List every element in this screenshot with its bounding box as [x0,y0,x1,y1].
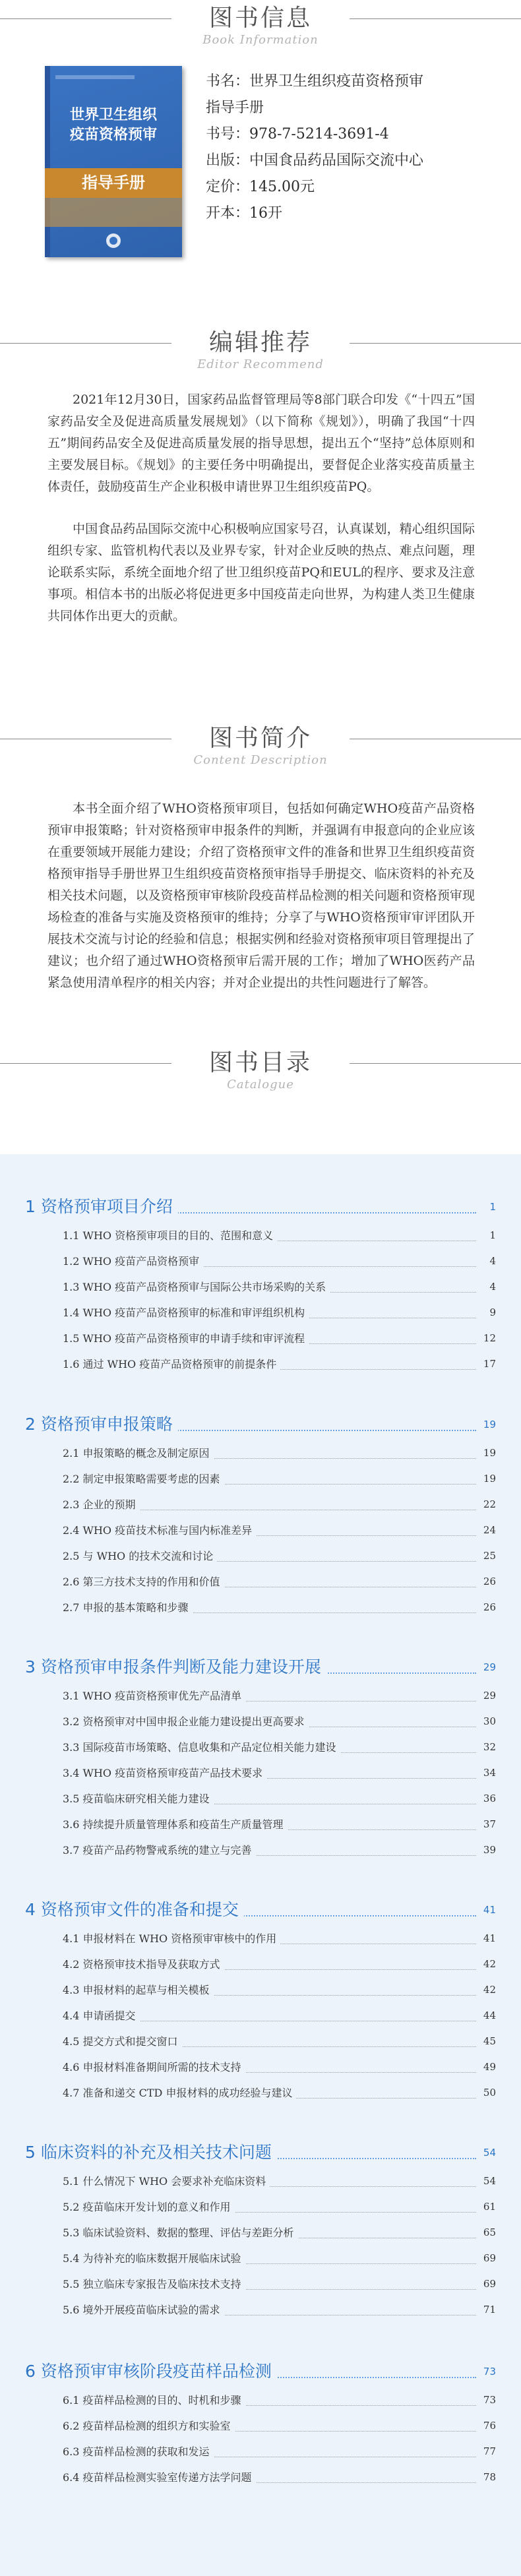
toc-item[interactable] [63,1926,496,1951]
item-label: 2.1 申报策略的概念及制定原因 [63,1447,214,1459]
item-label: 3.1 WHO 疫苗资格预审优先产品清单 [63,1690,245,1702]
item-page: 54 [481,2168,496,2194]
item-page: 34 [481,1760,496,1786]
book-info-title: 图书信息 [208,5,312,32]
toc-item[interactable] [63,1440,496,1466]
item-label: 3.5 疫苗临床研究相关能力建设 [63,1793,214,1805]
toc-item[interactable] [63,2297,496,2323]
cover-band [45,168,182,198]
cover-band-light [45,198,182,227]
toc-item[interactable] [63,1812,496,1837]
book-cover-image [45,66,182,257]
item-page: 39 [481,1837,496,1863]
item-page: 77 [481,2439,496,2465]
chapter-page: 41 [481,1897,496,1923]
item-label: 6.1 疫苗样品检测的目的、时机和步骤 [63,2394,245,2407]
toc-item[interactable] [63,1326,496,1351]
item-page: 32 [481,1734,496,1760]
item-page: 61 [481,2194,496,2220]
item-page: 36 [481,1786,496,1812]
toc-item[interactable] [63,1709,496,1734]
toc-item[interactable] [63,2003,496,2029]
toc-item[interactable] [63,2465,496,2490]
toc-item[interactable] [63,1786,496,1812]
toc-chapter-title[interactable] [25,2358,496,2385]
toc-chapter-title[interactable] [25,2139,496,2166]
item-label: 1.3 WHO 疫苗产品资格预审与国际公共市场采购的关系 [63,1281,330,1293]
chapter-page: 73 [481,2358,496,2385]
toc-chapter-title[interactable] [25,1654,496,1680]
item-label: 2.4 WHO 疫苗技术标准与国内标准差异 [63,1524,256,1537]
item-label: 6.3 疫苗样品检测的获取和发运 [63,2445,214,2458]
item-label: 3.2 资格预审对中国申报企业能力建设提出更高要求 [63,1715,309,1728]
chapter-page: 1 [487,1194,496,1220]
table-of-contents [0,1154,521,2576]
item-label: 1.5 WHO 疫苗产品资格预审的申请手续和审评流程 [63,1332,309,1345]
description-header [0,724,521,768]
toc-item[interactable] [63,2168,496,2194]
item-label: 3.3 国际疫苗市场策略、信息收集和产品定位相关能力建设 [63,1741,340,1754]
toc-item[interactable] [63,2080,496,2106]
item-label: 3.6 持续提升质量管理体系和疫苗生产质量管理 [63,1818,288,1831]
editor-paragraph-1: 2021年12月30日，国家药品监督管理局等8部门联合印发《“十四五”国家药品安全及促进高质量发展规划》（以下简称《规划》），明确了我国“十四五”期间药品安全及促进高质量发展的指导思想，提出五个“坚持”总体原则和主要发展目标。《规划》的主要任务中明确提出，要督促企业落实疫苗质量主体责任，鼓励疫苗生产企业积极申请世界卫生组织疫苗PQ。 [47,392,475,494]
item-page: 19 [481,1466,496,1492]
item-page: 24 [481,1518,496,1543]
price-field: 定价：145.00元 [206,179,315,195]
toc-item[interactable] [63,2220,496,2246]
item-label: 5.4 为待补充的临床数据开展临床试验 [63,2252,245,2265]
item-page: 30 [481,1709,496,1734]
item-label: 4.2 资格预审技术指导及获取方式 [63,1958,224,1971]
description-subtitle: Content Description [193,753,328,767]
item-label: 5.1 什么情况下 WHO 会要求补充临床资料 [63,2175,270,2188]
item-label: 5.3 临床试验资料、数据的整理、评估与差距分析 [63,2226,298,2239]
toc-item[interactable] [63,2194,496,2220]
toc-chapter [25,1411,496,1620]
item-label: 2.6 第三方技术支持的作用和价值 [63,1576,224,1588]
item-page: 65 [481,2220,496,2246]
toc-item[interactable] [63,1466,496,1492]
catalogue-header [0,1049,521,1092]
editor-title: 编辑推荐 [208,329,312,356]
toc-item[interactable] [63,1837,496,1863]
item-page: 76 [481,2413,496,2439]
toc-chapter [25,2139,496,2323]
chapter-page: 19 [481,1411,496,1438]
item-label: 2.5 与 WHO 的技术交流和讨论 [63,1550,217,1562]
editor-paragraph-2: 中国食品药品国际交流中心积极响应国家号召，认真谋划，精心组织国际组织专家、监管机构代表以及业界专家，针对企业反映的热点、难点问题，理论联系实际，系统全面地介绍了世卫组织疫苗PQ和EUL的程序、要求及注意事项。相信本书的出版必将促进更多中国疫苗走向世界，为构建人类卫生健康共同体作出更大的贡献。 [47,522,475,623]
toc-chapter [25,2358,496,2490]
divider-left [0,1063,171,1064]
item-label: 5.5 独立临床专家报告及临床技术支持 [63,2278,245,2290]
toc-item[interactable] [63,1569,496,1595]
item-label: 4.3 申报材料的起草与相关模板 [63,1984,214,1996]
item-label: 4.1 申报材料在 WHO 资格预审审核中的作用 [63,1932,280,1945]
item-label: 4.6 申报材料准备期间所需的技术支持 [63,2061,245,2073]
item-label: 3.7 疫苗产品药物警戒系统的建立与完善 [63,1844,256,1856]
item-label: 5.6 境外开展疫苗临床试验的需求 [63,2304,224,2316]
book-title-field-cont: 指导手册 [206,100,264,116]
chapter-label: 5 临床资料的补充及相关技术问题 [25,2143,277,2162]
item-page: 19 [481,1440,496,1466]
chapter-label: 1 资格预审项目介绍 [25,1197,178,1216]
toc-item[interactable] [63,1951,496,1977]
item-label: 4.7 准备和递交 CTD 申报材料的成功经验与建议 [63,2087,296,2099]
toc-chapter-title[interactable] [25,1897,496,1923]
toc-chapter [25,1897,496,2106]
toc-chapter [25,1654,496,1863]
cover-spine [45,66,50,257]
toc-item[interactable] [63,2387,496,2413]
chapter-page: 54 [481,2139,496,2166]
item-label: 3.4 WHO 疫苗资格预审疫苗产品技术要求 [63,1767,266,1779]
toc-item[interactable] [63,1223,496,1248]
item-label: 5.2 疫苗临床开发计划的意义和作用 [63,2201,235,2213]
item-page: 12 [481,1326,496,1351]
toc-item[interactable] [63,2271,496,2297]
item-page: 42 [481,1951,496,1977]
item-page: 9 [487,1300,496,1326]
toc-item[interactable] [63,1274,496,1300]
book-info-fields [206,69,503,227]
divider-right [350,18,521,19]
item-label: 4.5 提交方式和提交窗口 [63,2035,182,2048]
item-page: 45 [481,2029,496,2054]
publisher-field: 出版：中国食品药品国际交流中心 [206,152,424,169]
toc-item[interactable] [63,2246,496,2271]
item-page: 26 [481,1569,496,1595]
toc-item[interactable] [63,1760,496,1786]
toc-item[interactable] [63,1595,496,1620]
book-title-field: 书名：世界卫生组织疫苗资格预审 [206,73,424,90]
cover-title-line1: 世界卫生组织 [69,107,157,123]
chapter-page: 29 [481,1654,496,1680]
item-label: 1.2 WHO 疫苗产品资格预审 [63,1255,203,1268]
item-label: 2.2 制定申报策略需要考虑的因素 [63,1473,224,1485]
toc-item[interactable] [63,1683,496,1709]
toc-item[interactable] [63,2413,496,2439]
chapter-label: 3 资格预审申报条件判断及能力建设开展 [25,1657,326,1676]
item-page: 44 [481,2003,496,2029]
description-title: 图书简介 [208,725,312,752]
description-paragraph: 本书全面介绍了WHO资格预审项目，包括如何确定WHO疫苗产品资格预审申报策略；针对资格预审申报条件的判断，并强调有申报意向的企业应该在重要领域开展能力建设；介绍了资格预审文件的准备和世界卫生组织疫苗资格预审指导手册世界卫生组织疫苗资格预审指导手册提交、临床资料的补充及相关技术问题，以及资格预审审核阶段疫苗样品检测的相关问题和资格预审现场检查的准备与实施及资格预审的维持；分享了与WHO资格预审审评团队开展技术交流与讨论的经验和信息；根据实例和经验对资格预审项目管理提出了建议；也介绍了通过WHO资格预审后需开展的工作；增加了WHO医药产品紧急使用清单程序的相关内容；并对企业提出的共性问题进行了解答。 [47,801,475,990]
book-info-subtitle: Book Information [202,33,319,47]
item-label: 2.3 企业的预期 [63,1498,140,1511]
item-page: 71 [481,2297,496,2323]
item-page: 78 [481,2465,496,2490]
cover-top-stripe [55,75,135,79]
chapter-label: 2 资格预审申报策略 [25,1415,178,1434]
toc-item[interactable] [63,1518,496,1543]
toc-chapter-title[interactable] [25,1194,496,1220]
format-field: 开本：16开 [206,205,282,222]
item-page: 41 [481,1926,496,1951]
toc-item[interactable] [63,2029,496,2054]
item-label: 6.4 疫苗样品检测实验室传递方法学问题 [63,2471,256,2484]
item-page: 1 [487,1223,496,1248]
isbn-field: 书号：978-7-5214-3691-4 [206,126,389,142]
toc-item[interactable] [63,2439,496,2465]
catalogue-title: 图书目录 [208,1049,312,1076]
item-label: 1.6 通过 WHO 疫苗产品资格预审的前提条件 [63,1358,280,1370]
item-label: 4.4 申请函提交 [63,2009,140,2022]
item-page: 4 [487,1274,496,1300]
item-label: 1.1 WHO 资格预审项目的目的、范围和意义 [63,1229,277,1242]
item-label: 6.2 疫苗样品检测的组织方和实验室 [63,2420,235,2432]
publisher-logo-icon [106,233,121,248]
toc-item[interactable] [63,1351,496,1377]
toc-item[interactable] [63,1492,496,1518]
divider-right [350,343,521,344]
item-page: 29 [481,1683,496,1709]
chapter-label: 6 资格预审审核阶段疫苗样品检测 [25,2362,277,2381]
divider-left [0,343,171,344]
toc-item[interactable] [63,1543,496,1569]
toc-item[interactable] [63,1300,496,1326]
item-page: 69 [481,2246,496,2271]
editor-subtitle: Editor Recommend [197,357,324,371]
item-page: 22 [481,1492,496,1518]
item-page: 73 [481,2387,496,2413]
toc-chapter [25,1194,496,1377]
item-page: 4 [487,1248,496,1274]
item-page: 17 [481,1351,496,1377]
item-page: 37 [481,1812,496,1837]
item-page: 69 [481,2271,496,2297]
divider-left [0,18,171,19]
cover-title-line3: 指导手册 [82,173,145,192]
item-page: 50 [481,2080,496,2106]
book-info-header [0,4,521,47]
item-label: 1.4 WHO 疫苗产品资格预审的标准和审评组织机构 [63,1306,309,1319]
item-page: 42 [481,1977,496,2003]
toc-item[interactable] [63,2054,496,2080]
editor-header [0,328,521,372]
chapter-label: 4 资格预审文件的准备和提交 [25,1900,244,1919]
catalogue-subtitle: Catalogue [227,1078,294,1091]
item-page: 49 [481,2054,496,2080]
toc-item[interactable] [63,1248,496,1274]
toc-item[interactable] [63,1977,496,2003]
divider-right [350,1063,521,1064]
item-label: 2.7 申报的基本策略和步骤 [63,1601,193,1614]
cover-title [45,106,182,145]
toc-item[interactable] [63,1734,496,1760]
toc-chapter-title[interactable] [25,1411,496,1438]
item-page: 26 [481,1595,496,1620]
cover-title-line2: 疫苗资格预审 [69,127,157,143]
item-page: 25 [481,1543,496,1569]
